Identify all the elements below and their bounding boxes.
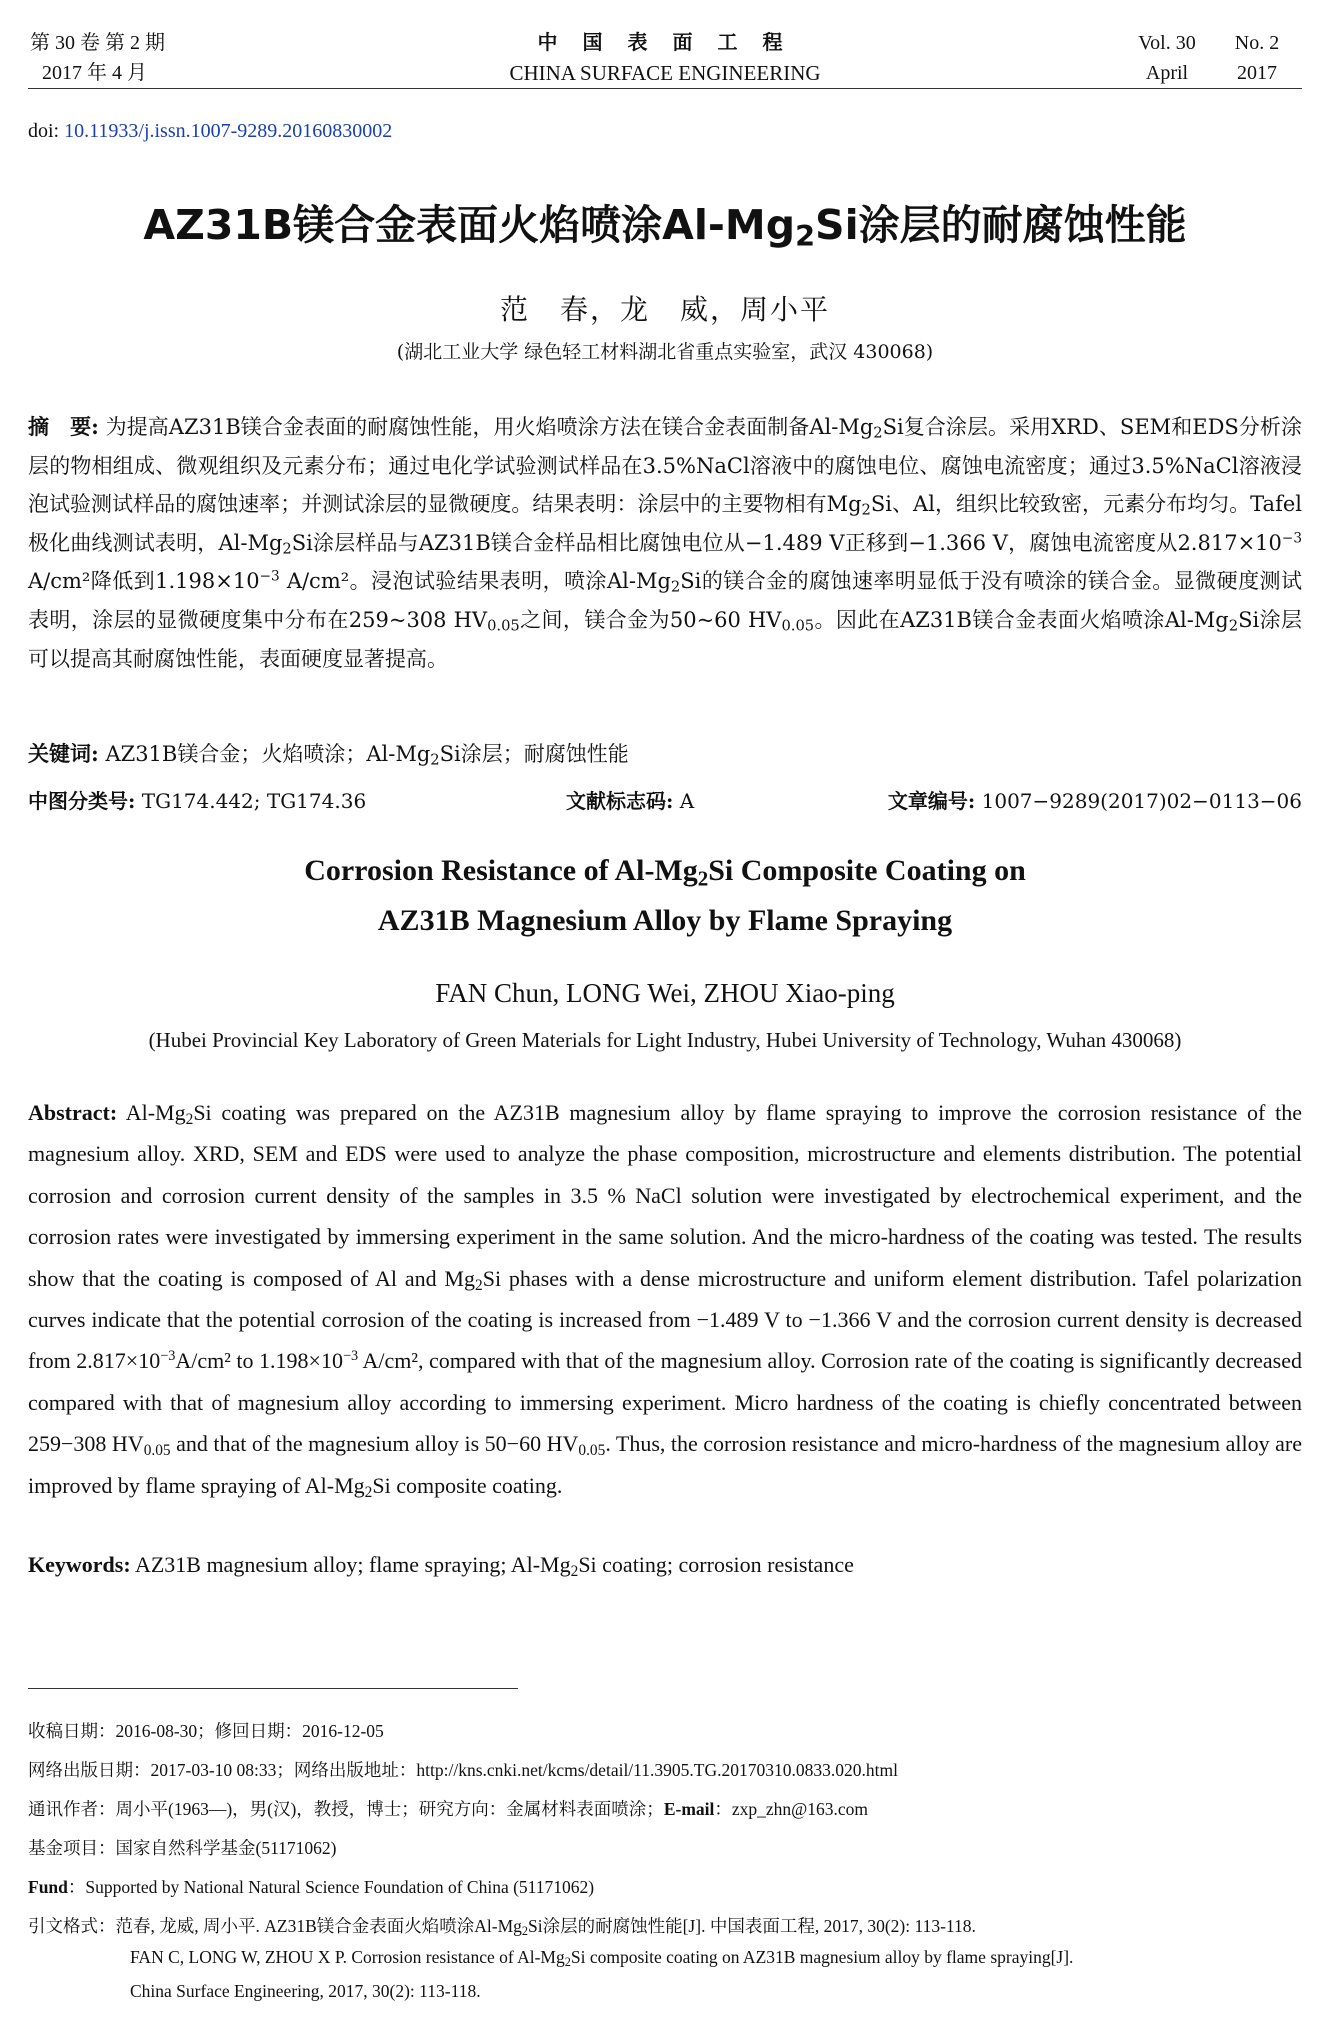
header-right [1122, 28, 1302, 88]
doi-line [28, 120, 392, 143]
footnote-divider [28, 1688, 518, 1689]
abstract-en: Abstract: $Al-Mg_2Si$ coating was prepared on the AZ31B magnesium alloy by flame spraying to improve the corrosion resistance of the magnesium alloy. XRD, SEM and EDS were used to analyze the phase composition, microstructure and elements distribution. The potential corrosion and corrosion current density of the samples in 3.5 % NaCl solution were investigated by electrochemical experiment, and the corrosion rates were investigated by immersing experiment in the same solution. And the micro-hardness of the coating was tested. The results show that the coating is composed of Al and $Mg_2Si$ phases with a dense microstructure and uniform element distribution. Tafel polarization curves indicate that the potential corrosion of the coating is increased from −1.489 V to −1.366 V and the corrosion current density is decreased from $2.817\times 10^{-3}A$/cm² to $1.198\times 10^{-3}$ A/cm², compared with that of the magnesium alloy. Corrosion rate of the coating is significantly decreased compared with that of magnesium alloy according to immersing experiment. Micro hardness of the coating is chiefly concentrated between 259−308 $HV_{0.05}$ and that of the magnesium alloy is 50−60 $HV_{0.05}$. Thus, the corrosion resistance and micro-hardness of the magnesium alloy are improved by flame spraying of $Al-Mg_2Si$ composite coating. [28, 1100, 1303, 1501]
author-email[interactable]: ：zxp_zhn@163.com [714, 1799, 869, 1819]
affiliation-en: (Hubei Provincial Key Laboratory of Green Materials for Light Industry, Hubei University of Technology, Wuhan 430068) [148, 1028, 1182, 1052]
footnote-author: 通讯作者：周小平(1963—)，男(汉)，教授，博士；研究方向：金属材料表面喷涂；E-mail：zxp_zhn@163.com [28, 1799, 869, 1819]
footnote-fund-en: Fund：Supported by National Natural Science Foundation of China (51171062) [28, 1877, 595, 1897]
abstract-cn-label: 摘 要: [28, 414, 99, 439]
year-en: 2017 [1237, 62, 1277, 84]
footnote-online: 网络出版日期：2017-03-10 08:33；网络出版地址：http://kns.cnki.net/kcms/detail/11.3905.TG.20170310.0833.020.html [28, 1760, 898, 1780]
date-cn: 2017 年 4 月 [42, 62, 147, 84]
affiliation-cn: (湖北工业大学 绿色轻工材料湖北省重点实验室，武汉 430068) [396, 341, 934, 363]
journal-name-cn: 中 国 表 面 工 程 [537, 32, 793, 54]
authors-en: FAN Chun, LONG Wei, ZHOU Xiao-ping [435, 978, 895, 1008]
keywords-cn-label: 关键词: [28, 741, 99, 766]
document-code: 文献标志码: A [566, 789, 695, 813]
header-center [28, 28, 1302, 88]
classification-line [28, 785, 1302, 814]
footnote-received: 收稿日期：2016-08-30；修回日期：2016-12-05 [28, 1721, 384, 1741]
abstract-en-label: Abstract: [28, 1100, 118, 1125]
authors-cn: 范 春，龙 威，周小平 [499, 293, 830, 326]
clc-number: 中图分类号: TG174.442; TG174.36 [28, 789, 367, 813]
journal-name-en: CHINA SURFACE ENGINEERING [509, 61, 821, 85]
issue-en: No. 2 [1234, 32, 1280, 54]
volume-issue-cn: 第 30 卷 第 2 期 [30, 32, 165, 54]
abstract-cn: 摘 要: 为提高AZ31B镁合金表面的耐腐蚀性能，用火焰喷涂方法在镁合金表面制备$Al-Mg_2Si$复合涂层。采用XRD、SEM和EDS分析涂层的物相组成、微观组织及元素分布；通过电化学试验测试样品在3.5%NaCl溶液中的腐蚀电位、腐蚀电流密度；通过3.5%NaCl溶液浸泡试验测试样品的腐蚀速率；并测试涂层的显微硬度。结果表明：涂层中的主要物相有$Mg_2Si$、Al，组织比较致密，元素分布均匀。Tafel极化曲线测试表明，$Al-Mg_2Si$涂层样品与AZ31B镁合金样品相比腐蚀电位从−1.489 V正移到−1.366 V，腐蚀电流密度从$2.817\times 10^{-3}$ A/cm²降低到$1.198\times 10^{-3}$ A/cm²。浸泡试验结果表明，喷涂$Al-Mg_2Si$的镁合金的腐蚀速率明显低于没有喷涂的镁合金。显微硬度测试表明，涂层的显微硬度集中分布在259~308 $HV_{0.05}$之间，镁合金为50~60 $HV_{0.05}$。因此在AZ31B镁合金表面火焰喷涂$Al-Mg_2Si$涂层可以提高其耐腐蚀性能，表面硬度显著提高。 [28, 414, 1302, 671]
keywords-en: Keywords: AZ31B magnesium alloy; flame spraying; $Al-Mg_2Si$ coating; corrosion resistance [28, 1552, 854, 1580]
footnote-citation-en-2: China Surface Engineering, 2017, 30(2): 113-118. [130, 1981, 481, 2001]
article-number: 文章编号: 1007−9289(2017)02−0113−06 [887, 789, 1302, 813]
volume-en: Vol. 30 [1138, 32, 1196, 54]
footnote-citation-en: FAN C, LONG W, ZHOU X P. Corrosion resistance of $Al-Mg_2Si$ composite coating on AZ31B magnesium alloy by flame spraying[J]. [130, 1947, 1074, 1970]
doi-label: doi: [28, 120, 60, 142]
footnote-citation-cn: 引文格式：范春, 龙威, 周小平. AZ31B镁合金表面火焰喷涂$Al-Mg_2Si$涂层的耐腐蚀性能[J]. 中国表面工程, 2017, 30(2): 113-118. [28, 1916, 976, 1939]
footnote-fund-cn: 基金项目：国家自然科学基金(51171062) [28, 1838, 337, 1858]
month-en: April [1145, 62, 1189, 84]
paper-title-en: Corrosion Resistance of $Al-Mg_2Si$ Composite Coating on AZ31B Magnesium Alloy by Flame Spraying [304, 854, 1026, 937]
paper-title-cn: AZ31B镁合金表面火焰喷涂$Al-Mg_2Si$涂层的耐腐蚀性能 [143, 201, 1187, 254]
doi-link[interactable]: 10.11933/j.issn.1007-9289.20160830002 [64, 120, 393, 142]
keywords-cn: 关键词: AZ31B镁合金；火焰喷涂；$Al-Mg_2Si$涂层；耐腐蚀性能 [28, 741, 629, 769]
keywords-en-label: Keywords: [28, 1552, 131, 1577]
journal-header [28, 28, 1302, 89]
